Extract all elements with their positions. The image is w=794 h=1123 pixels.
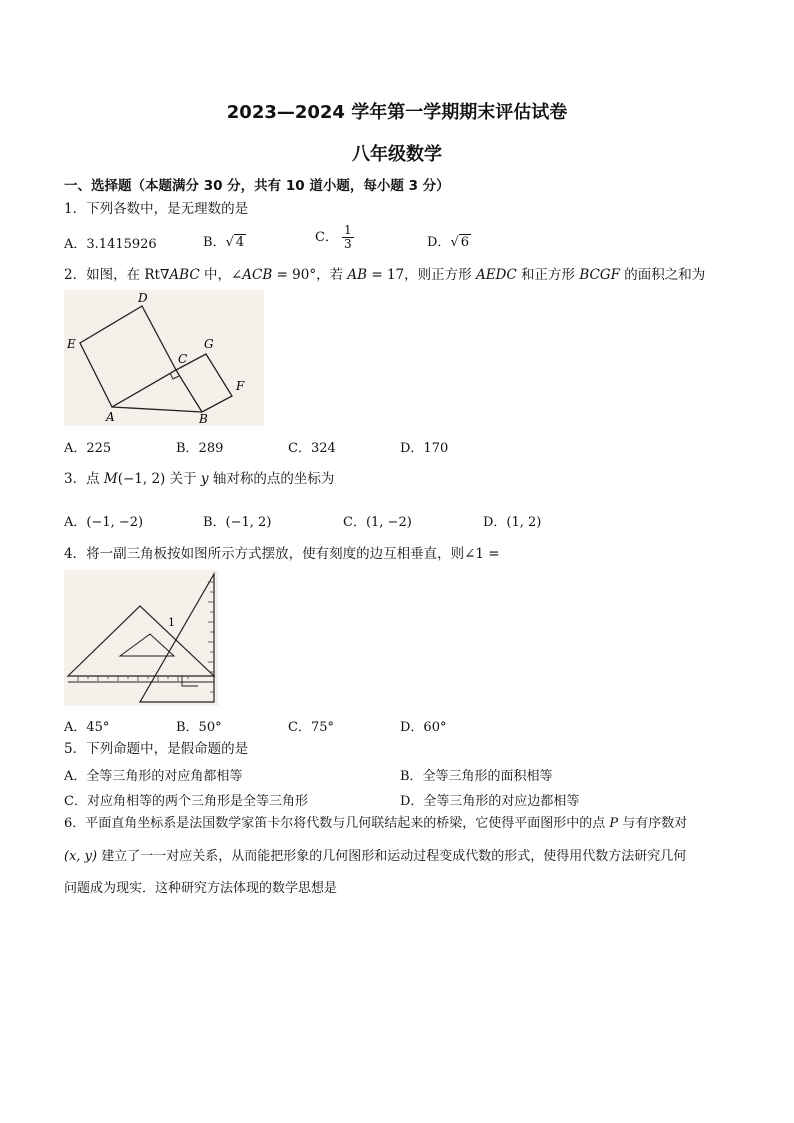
q6-line-3: 问题成为现实．这种研究方法体现的数学思想是 <box>64 881 338 896</box>
q1-option-c-numerator: 1 <box>343 223 352 237</box>
q5-option-b: B．全等三角形的面积相等 <box>400 769 553 784</box>
q3-axis-name: y <box>200 471 209 487</box>
q1-option-b-radicand: 4 <box>235 235 245 250</box>
q5-option-d: D．全等三角形的对应边都相等 <box>400 794 580 809</box>
q4-option-d: D．60° <box>400 720 447 735</box>
q6-text-part: 与有序数对 <box>618 816 688 831</box>
q5-option-c: C．对应角相等的两个三角形是全等三角形 <box>64 794 308 809</box>
q2-option-b: B．289 <box>176 441 224 456</box>
q1-option-b-label: B． <box>203 235 226 250</box>
q4-option-c: C．75° <box>288 720 334 735</box>
q6-ordered-pair: (x, y) <box>64 849 98 864</box>
q3-stem-part: 3．点 <box>64 471 104 487</box>
q1-stem: 1．下列各数中，是无理数的是 <box>64 201 249 217</box>
inner-triangle <box>120 634 174 656</box>
q5-stem: 5．下列命题中，是假命题的是 <box>64 741 249 757</box>
q1-option-a <box>64 233 157 252</box>
fraction <box>342 224 354 251</box>
q1-option-c <box>315 224 354 251</box>
angle-1-label: 1 <box>168 616 175 629</box>
q2-option-d: D．170 <box>400 441 449 456</box>
q6-text-part: 6．平面直角坐标系是法国数学家笛卡尔将代数与几何联结起来的桥梁，它使得平面图形中的点 <box>64 816 610 831</box>
q3-option-b: B．(−1, 2) <box>203 515 272 530</box>
q2-square-1-name: AEDC <box>475 267 517 283</box>
q3-stem-part: 轴对称的点的坐标为 <box>208 471 335 487</box>
label-g: G <box>204 337 214 351</box>
q2-stem-part: 和正方形 <box>516 267 580 283</box>
q4-figure <box>64 570 218 706</box>
q2-figure-svg <box>64 290 264 426</box>
set-square-vertical <box>140 574 214 702</box>
q2-stem-part: 的面积之和为 <box>619 267 706 283</box>
exam-title: 2023—2024 学年第一学期期末评估试卷 <box>226 102 568 123</box>
exam-subtitle: 八年级数学 <box>352 144 442 165</box>
q1-option-c-label: C． <box>315 230 338 245</box>
q2-angle-name: ACB <box>242 267 273 283</box>
q2-side-name: AB <box>347 267 368 283</box>
label-e: E <box>67 337 76 351</box>
right-angle-mark <box>182 676 198 686</box>
q2-stem-part: = 17，则正方形 <box>367 267 476 283</box>
q1-option-b <box>203 231 246 250</box>
right-triangle-symbol: ∇ <box>159 267 170 283</box>
label-d: D <box>138 291 148 305</box>
q2-triangle-name: ABC <box>169 267 200 283</box>
q2-stem-part: 2．如图，在 Rt <box>64 267 160 283</box>
q6-point-name: P <box>609 816 619 831</box>
q2-square-2-name: BCGF <box>579 267 620 283</box>
q1-option-d-radicand: 6 <box>460 235 470 250</box>
sqrt-symbol: √ 4 <box>225 235 245 250</box>
q3-option-c: C．(1, −2) <box>343 515 412 530</box>
q5-option-a: A．全等三角形的对应角都相等 <box>64 769 243 784</box>
q4-option-a: A．45° <box>64 720 110 735</box>
q6-line-2 <box>64 848 686 866</box>
q1-option-c-denominator: 3 <box>343 237 352 251</box>
label-a: A <box>106 410 115 424</box>
horizontal-scale-ticks <box>78 676 188 681</box>
q3-option-d: D．(1, 2) <box>483 515 542 530</box>
q2-figure <box>64 290 264 426</box>
label-b: B <box>199 412 208 426</box>
q3-stem <box>64 470 334 488</box>
q2-stem <box>64 266 705 284</box>
q3-point-name: M <box>103 471 118 487</box>
q6-line-1 <box>64 815 687 833</box>
q3-option-a: A．(−1, −2) <box>64 515 144 530</box>
side-ab <box>112 407 202 412</box>
q2-stem-part: 中，∠ <box>199 267 243 283</box>
q2-option-a: A．225 <box>64 441 112 456</box>
q6-text-part: 建立了一一对应关系，从而能把形象的几何图形和运动过程变成代数的形式，使得用代数方法研究几何 <box>97 849 687 864</box>
q3-stem-part: (−1, 2) 关于 <box>117 471 201 487</box>
q4-option-b: B．50° <box>176 720 222 735</box>
sqrt-symbol: √ 6 <box>450 235 470 250</box>
q1-option-d <box>427 231 471 250</box>
square-aedc <box>80 306 176 407</box>
section-heading: 一、选择题（本题满分 30 分，共有 10 道小题，每小题 3 分） <box>64 178 450 194</box>
q1-option-d-label: D． <box>427 235 451 250</box>
q4-figure-svg <box>64 570 218 706</box>
label-f: F <box>236 379 245 393</box>
q1-option-a-label: A． <box>64 237 87 252</box>
q4-stem: 4．将一副三角板按如图所示方式摆放，使有刻度的边互相垂直，则∠1 = <box>64 546 500 562</box>
q2-option-c: C．324 <box>288 441 336 456</box>
label-c: C <box>178 352 188 366</box>
q2-stem-part: = 90°，若 <box>272 267 348 283</box>
q1-option-a-value: 3.1415926 <box>86 237 157 252</box>
